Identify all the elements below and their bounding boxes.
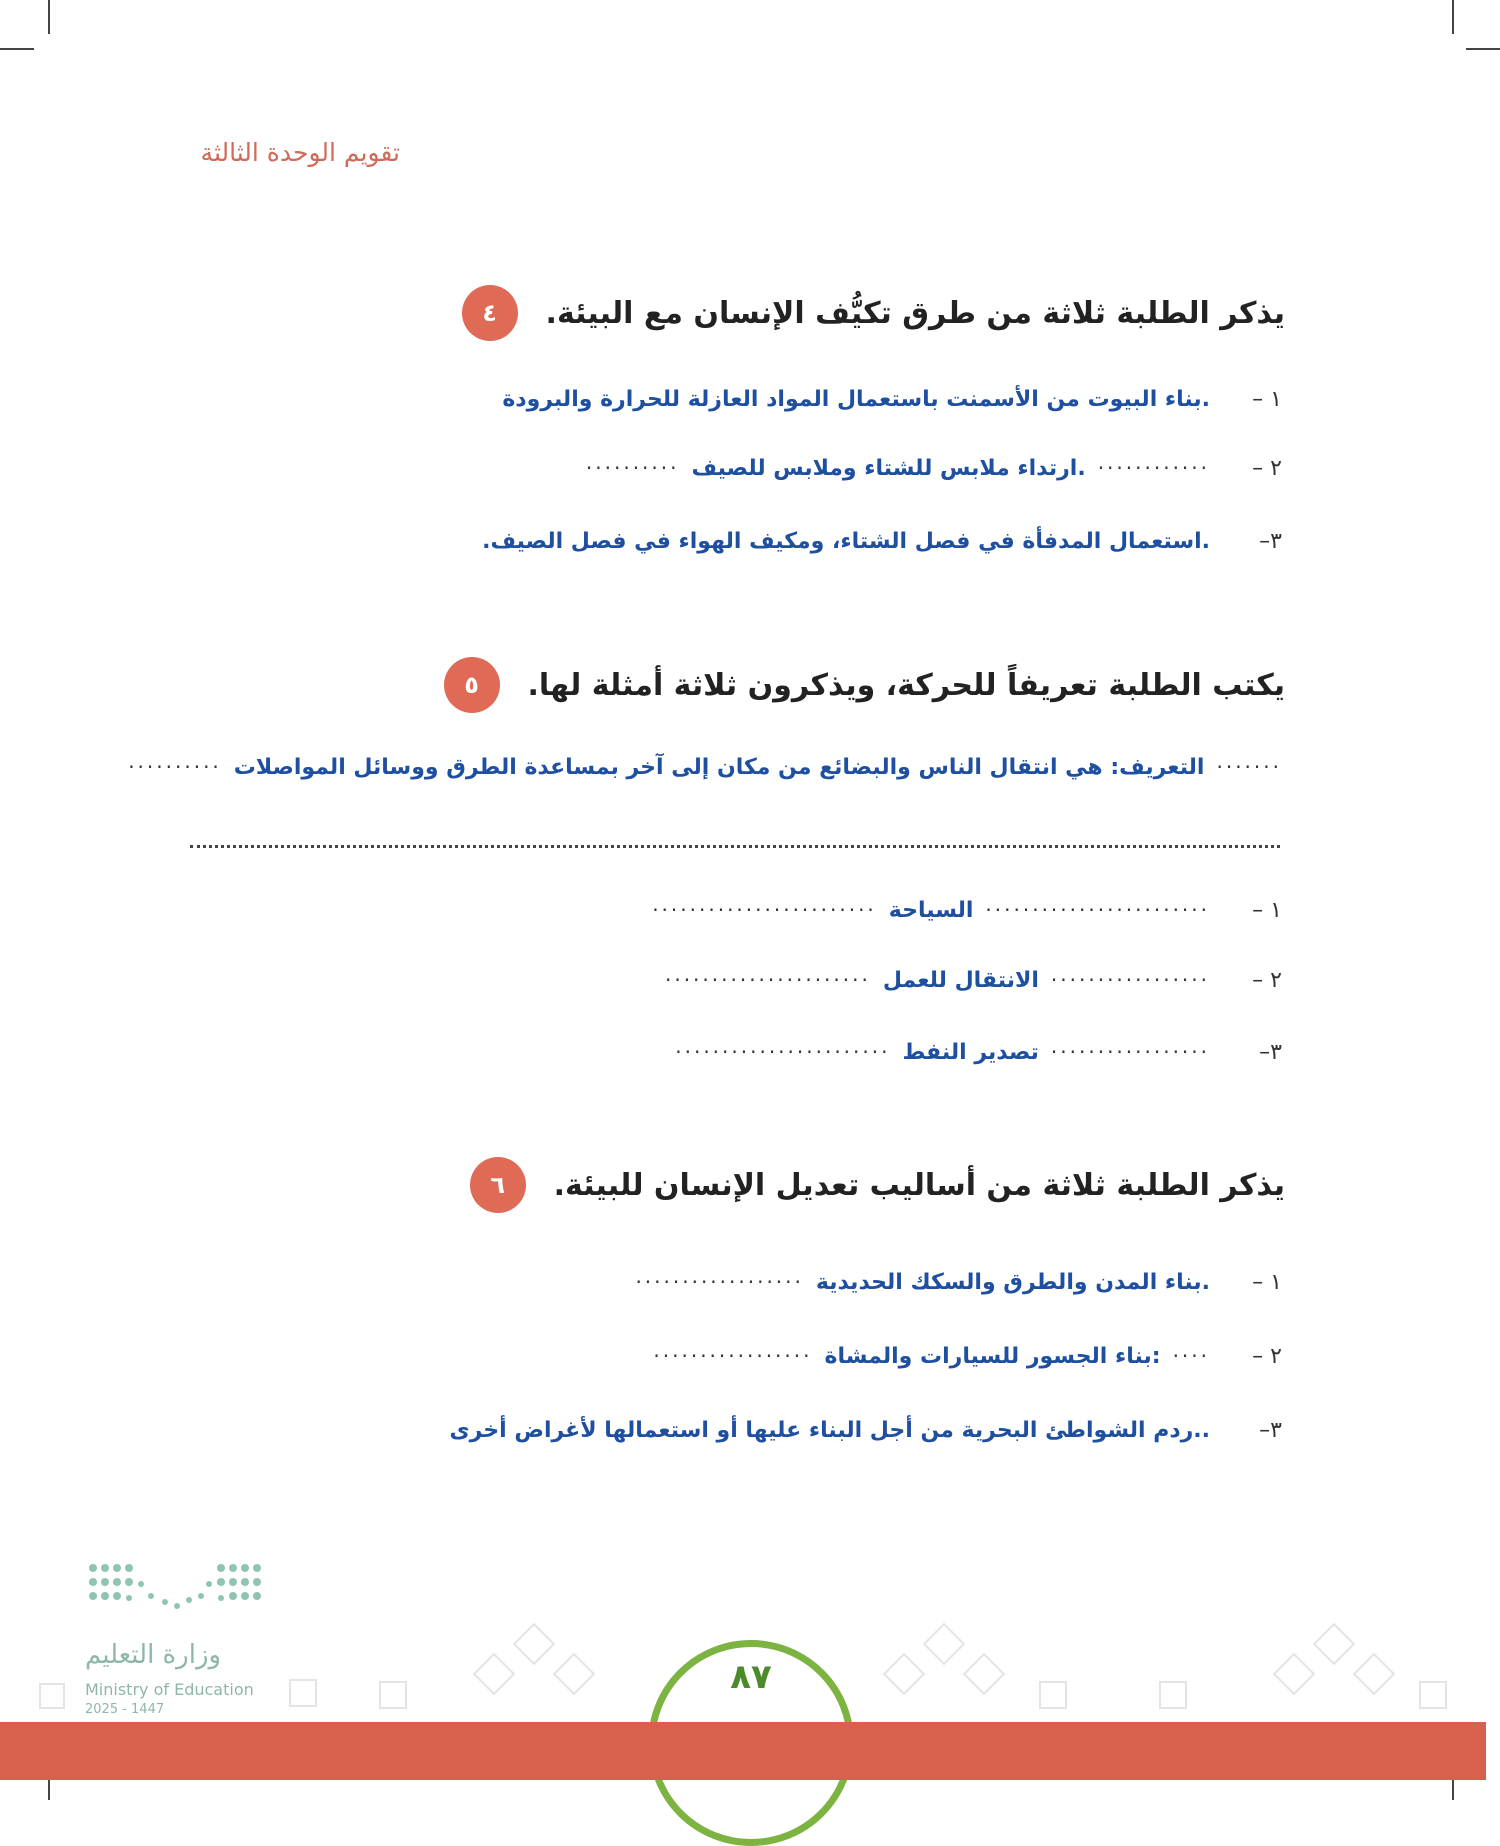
answer-text: .بناء المدن والطرق والسكك الحديدية	[815, 1269, 1210, 1295]
dotted-fill: ························	[652, 898, 877, 922]
question-badge: ٥	[444, 657, 500, 713]
dotted-fill: ·················	[1050, 1040, 1210, 1064]
answer-text: :بناء الجسور للسيارات والمشاة	[824, 1343, 1161, 1369]
answer-line	[586, 446, 1282, 490]
answer-text: ..ردم الشواطئ البحرية من أجل البناء عليها أو استعمالها لأغراض أخرى	[449, 1417, 1210, 1443]
definition-line	[128, 745, 1282, 789]
dotted-fill: ··········	[128, 755, 222, 779]
crop-mark	[1452, 0, 1454, 34]
answer-number: ٣–	[1259, 1417, 1282, 1443]
crop-mark	[1466, 48, 1500, 50]
dotted-fill: ······················	[664, 968, 871, 992]
answer-text: تصدير النفط	[902, 1039, 1039, 1065]
answer-text: .بناء البيوت من الأسمنت باستعمال المواد العازلة للحرارة والبرودة	[502, 386, 1210, 412]
answer-text: السياحة	[888, 897, 974, 923]
answer-number: ٢ –	[1252, 455, 1282, 481]
page-number: ٨٧	[730, 1657, 772, 1697]
question-badge: ٦	[470, 1157, 526, 1213]
answer-line	[482, 519, 1282, 563]
crop-mark	[0, 48, 34, 50]
answer-line	[675, 1030, 1282, 1074]
dotted-fill: ··········	[585, 456, 680, 480]
answer-line	[665, 958, 1282, 1002]
edition-year: 2025 - 1447	[85, 1702, 165, 1717]
answer-line	[653, 1334, 1282, 1378]
question-5	[444, 650, 1285, 720]
answer-text: .استعمال المدفأة في فصل الشتاء، ومكيف الهواء في فصل الصيف.	[482, 528, 1210, 554]
answer-number: ٢ –	[1252, 967, 1282, 993]
answer-number: ١ –	[1252, 897, 1282, 923]
dotted-fill: ·······················	[675, 1040, 891, 1064]
answer-line	[449, 1408, 1282, 1452]
unit-title: تقويم الوحدة الثالثة	[200, 138, 400, 167]
footer-bar	[0, 1722, 1486, 1780]
answer-text: .ارتداء ملابس للشتاء وملابس للصيف	[691, 455, 1086, 481]
definition-text: التعريف: هي انتقال الناس والبضائع من مكان إلى آخر بمساعدة الطرق ووسائل المواصلات	[233, 754, 1205, 780]
question-text: يذكر الطلبة ثلاثة من طرق تكيُّف الإنسان مع البيئة.	[545, 295, 1285, 331]
dotted-fill: ························	[985, 898, 1210, 922]
dotted-fill: ··················	[635, 1270, 804, 1294]
dotted-fill: ····	[1172, 1344, 1210, 1368]
question-text: يذكر الطلبة ثلاثة من أساليب تعديل الإنسان للبيئة.	[553, 1167, 1285, 1203]
dotted-fill: ·················	[653, 1344, 813, 1368]
answer-number: ٢ –	[1252, 1343, 1282, 1369]
dotted-fill: ·······	[1216, 755, 1282, 779]
answer-line	[502, 377, 1282, 421]
dotted-fill: ············	[1097, 456, 1210, 480]
question-badge: ٤	[462, 285, 518, 341]
crop-mark	[48, 0, 50, 34]
question-6	[470, 1150, 1285, 1220]
answer-number: ١ –	[1252, 1269, 1282, 1295]
ministry-name-ar: وزارة التعليم	[85, 1640, 222, 1670]
question-text: يكتب الطلبة تعريفاً للحركة، ويذكرون ثلاثة أمثلة لها.	[527, 667, 1285, 703]
question-4	[462, 278, 1285, 348]
answer-text: الانتقال للعمل	[882, 967, 1039, 993]
answer-line	[652, 888, 1282, 932]
ministry-logo-icon	[85, 1560, 265, 1620]
answer-line	[635, 1260, 1282, 1304]
answer-number: ٣–	[1259, 1039, 1282, 1065]
dotted-fill: ·················	[1050, 968, 1210, 992]
blank-dotted-line	[190, 835, 1280, 848]
answer-number: ١ –	[1252, 386, 1282, 412]
answer-number: ٣–	[1259, 528, 1282, 554]
ministry-name-en: Ministry of Education	[85, 1680, 254, 1699]
